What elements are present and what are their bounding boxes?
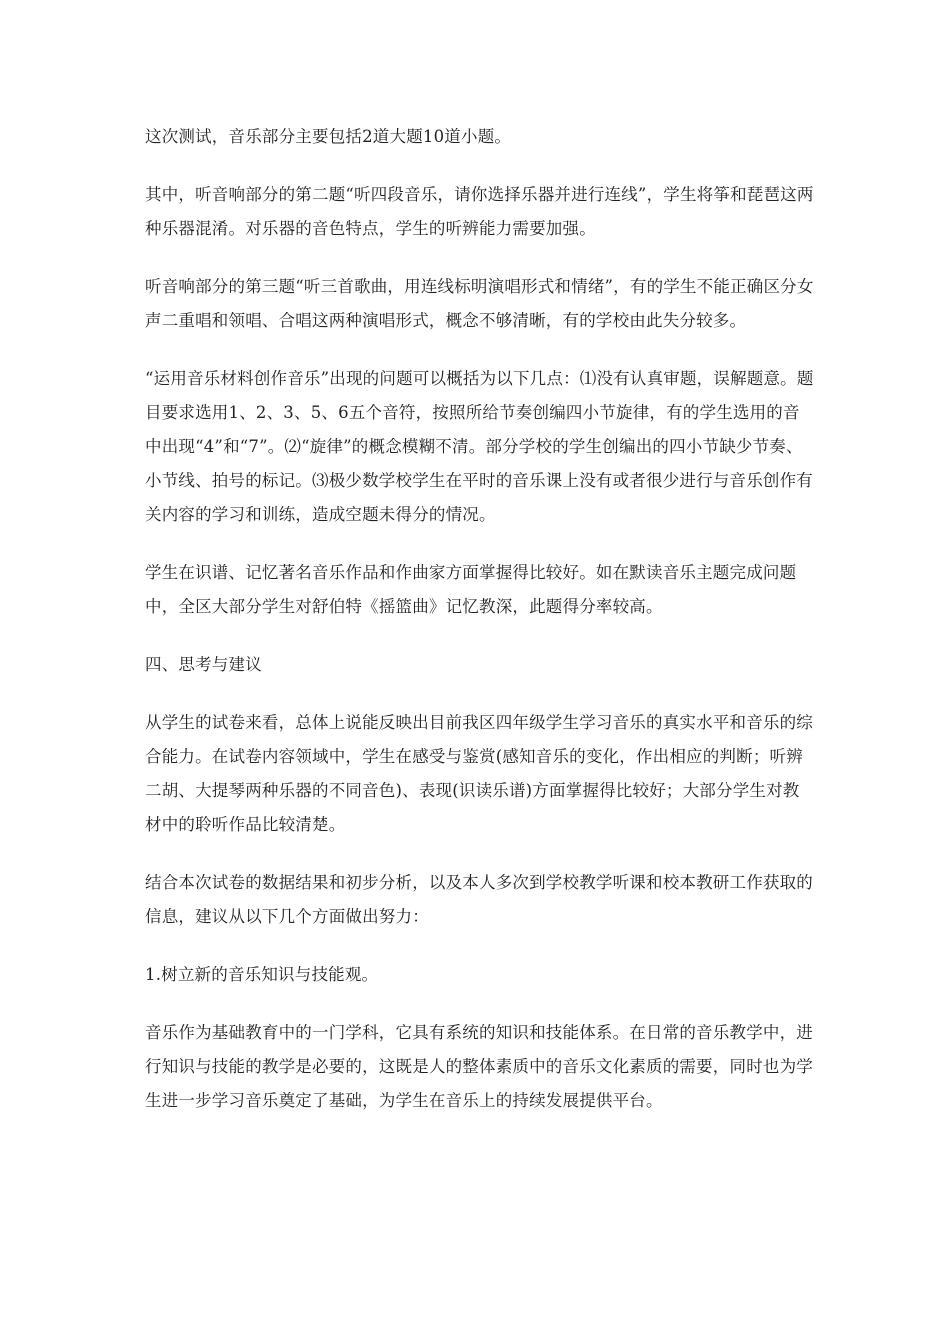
paragraph-test-overview: 这次测试，音乐部分主要包括2道大题10道小题。 [145, 127, 512, 146]
subheading-knowledge-skills: 1.树立新的音乐知识与技能观。 [145, 965, 379, 984]
paragraph-suggestions-intro: 结合本次试卷的数据结果和初步分析，以及本人多次到学校教学听课和校本教研工作获取的信息，建议从以下几个方面做出努力： [145, 873, 813, 926]
paragraph-overall-assessment: 从学生的试卷来看，总体上说能反映出目前我区四年级学生学习音乐的真实水平和音乐的综合能力。在试卷内容领域中，学生在感受与鉴赏(感知音乐的变化，作出相应的判断；听辨二胡、大提琴两种乐器的不同音色)、表现(识读乐谱)方面掌握得比较好；大部分学生对教材中的聆听作品比较清楚。 [145, 713, 813, 834]
paragraph-question-three: 听音响部分的第三题“听三首歌曲，用连线标明演唱形式和情绪”，有的学生不能正确区分女声二重唱和领唱、合唱这两种演唱形式，概念不够清晰，有的学校由此失分较多。 [145, 277, 814, 330]
section-heading-reflection: 四、思考与建议 [145, 655, 262, 674]
paragraph-question-two: 其中，听音响部分的第二题“听四段音乐，请你选择乐器并进行连线”，学生将筝和琵琶这两种乐器混淆。对乐器的音色特点，学生的听辨能力需要加强。 [145, 185, 814, 238]
paragraph-sight-reading: 学生在识谱、记忆著名音乐作品和作曲家方面掌握得比较好。如在默读音乐主题完成问题中，全区大部分学生对舒伯特《摇篮曲》记忆教深，此题得分率较高。 [145, 563, 797, 616]
document-body [145, 120, 815, 1142]
paragraph-music-education: 音乐作为基础教育中的一门学科，它具有系统的知识和技能体系。在日常的音乐教学中，进行知识与技能的教学是必要的，这既是人的整体素质中的音乐文化素质的需要，同时也为学生进一步学习音乐奠定了基础，为学生在音乐上的持续发展提供平台。 [145, 1023, 813, 1110]
paragraph-composition-issues: “运用音乐材料创作音乐”出现的问题可以概括为以下几点：⑴没有认真审题，误解题意。题目要求选用1、2、3、5、6五个音符，按照所给节奏创编四小节旋律，有的学生选用的音中出现“4”和“7”。⑵“旋律”的概念模糊不清。部分学校的学生创编出的四小节缺少节奏、小节线、拍号的标记。⑶极少数学校学生在平时的音乐课上没有或者很少进行与音乐创作有关内容的学习和训练，造成空题未得分的情况。 [145, 369, 814, 524]
